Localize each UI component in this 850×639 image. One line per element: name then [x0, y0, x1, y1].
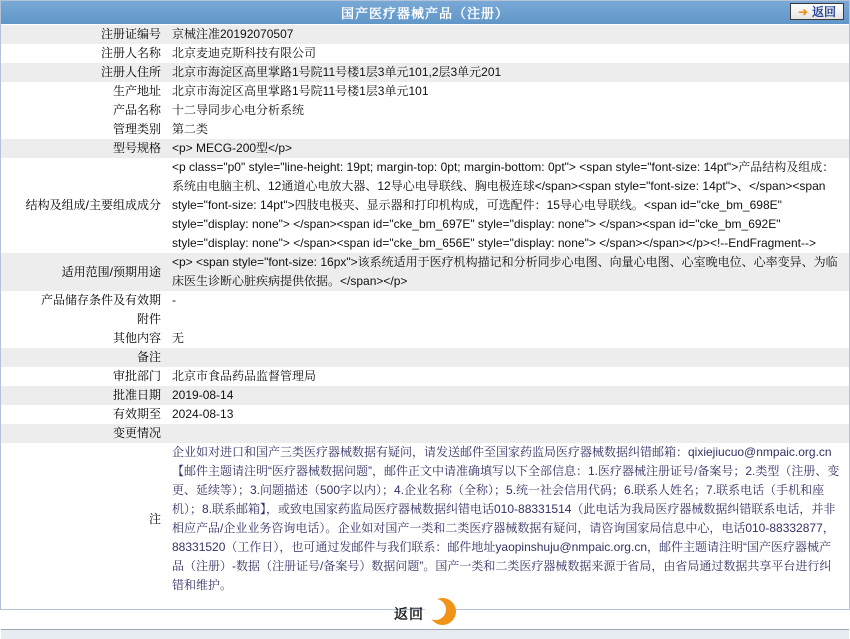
row-label: 变更情况: [112, 426, 161, 440]
bottom-band: [1, 629, 849, 639]
row-label: 产品储存条件及有效期: [40, 293, 161, 307]
table-row-remarks: [1, 348, 849, 367]
row-value: <p> MECG-200型</p>: [172, 141, 293, 155]
table-row-production-address: [1, 82, 849, 101]
row-value: 企业如对进口和国产三类医疗器械数据有疑问，请发送邮件至国家药监局医疗器械数据纠错邮箱：qixiejiucuo@nmpaic.org.cn【邮件主题请注明“医疗器械数据问题”，邮件正文中请准确填写以下全部信息：1.医疗器械注册证号/备案号；2.类型（注册、变更、延续等）；3.问题描述（500字以内）；4.企业名称（全称）；5.统一社会信用代码；6.联系人姓名；7.联系电话（手机和座机）；8.联系邮箱】，或致电国家药监局医疗器械数据纠错电话010-88331514（此电话为我局医疗器械数据纠错联系电话，并非相应产品/企业业务咨询电话）。企业如对国产一类和二类医疗器械数据有疑问，请咨询国家局信息中心，电话010-88332877，88331520（工作日），也可通过发邮件与我们联系：邮件地址yaopinshuju@nmpaic.org.cn，邮件主题请注明“国产医疗器械产品（注册）-数据（注册证号/备案号）数据问题”。国产一类和二类医疗器械数据来源于省局，由省局通过数据共享平台进行纠错和维护。: [172, 445, 840, 592]
table-row-change-status: [1, 424, 849, 443]
bottom-return-button[interactable]: [394, 598, 456, 625]
table-row-intended-use: [1, 253, 849, 291]
title-bar: [1, 1, 849, 24]
row-value: 十二导同步心电分析系统: [172, 103, 305, 117]
row-value: 无: [172, 331, 185, 345]
table-row-reg-number: [1, 25, 849, 44]
row-label: 注册人住所: [100, 65, 161, 79]
row-value: [161, 424, 849, 443]
table-row-registrant-address: [1, 63, 849, 82]
row-value: 2024-08-13: [172, 407, 234, 421]
table-row-management-class: [1, 120, 849, 139]
table-row-storage-conditions: [1, 291, 849, 310]
back-arrow-icon: ➔: [797, 4, 808, 19]
row-value: 北京麦迪克斯科技有限公司: [172, 46, 317, 60]
table-row-product-name: [1, 101, 849, 120]
footer: [1, 595, 849, 639]
row-value: 京械注准20192070507: [172, 27, 294, 41]
row-label: 备注: [136, 350, 161, 364]
row-value: <p class="p0" style="line-height: 19pt; margin-top: 0pt; margin-bottom: 0pt"> <span style="font-size: 14pt">产品结构及组成：系统由电脑主机、12通道心电放大器、12导心电导联线、胸电极连球</span><span style="font-size: 14pt">、</span><span style="font-size: 14pt">四肢电极夹、显示器和打印机构成，可选配件：15导心电导联线。<span id="cke_bm_698E" style="display: none"> </span><span id="cke_bm_697E" style="display: none"> </span><span id="cke_bm_692E" style="display: none"> </span><span id="cke_bm_656E" style="display: none"> </span></span></p><!--EndFragment-->: [172, 160, 835, 250]
row-value: 北京市食品药品监督管理局: [172, 369, 317, 383]
row-label: 适用范围/预期用途: [61, 264, 161, 279]
row-value: -: [172, 293, 176, 307]
table-row-model-spec: [1, 139, 849, 158]
table-row-approval-department: [1, 367, 849, 386]
return-ball-icon: [429, 598, 456, 625]
row-value: 第二类: [172, 122, 209, 136]
row-label: 审批部门: [112, 369, 161, 383]
row-value: 北京市海淀区高里掌路1号院11号楼1层3单元101,2层3单元201: [172, 65, 502, 79]
row-label: 结构及组成/主要组成成分: [25, 198, 161, 212]
table-row-note: [1, 443, 849, 595]
row-value: [161, 310, 849, 329]
detail-table: [1, 24, 849, 595]
row-value: [161, 348, 849, 367]
row-label: 有效期至: [112, 407, 161, 421]
row-label: 注: [148, 511, 161, 526]
row-value: <p> <span style="font-size: 16px">该系统适用于医疗机构描记和分析同步心电图、向量心电图、心室晚电位、心率变异、为临床医生诊断心脏疾病提供依据。</span></p>: [172, 255, 838, 288]
table-row-valid-until: [1, 405, 849, 424]
row-label: 其他内容: [112, 331, 161, 345]
row-value: 2019-08-14: [172, 388, 234, 402]
bottom-return-label: 返回: [394, 606, 424, 622]
row-label: 批准日期: [112, 388, 161, 402]
page-title: 国产医疗器械产品（注册）: [340, 6, 509, 21]
back-button-label: 返回: [811, 4, 836, 19]
row-label: 管理类别: [112, 122, 161, 136]
table-row-structure-composition: [1, 158, 849, 253]
row-label: 注册人名称: [100, 46, 161, 60]
row-label: 产品名称: [112, 103, 161, 117]
table-row-attachment: [1, 310, 849, 329]
table-row-registrant-name: [1, 44, 849, 63]
back-button[interactable]: [790, 3, 844, 20]
row-label: 附件: [136, 312, 161, 326]
row-value: 北京市海淀区高里掌路1号院11号楼1层3单元101: [172, 84, 429, 98]
row-label: 注册证编号: [100, 27, 161, 41]
row-label: 生产地址: [112, 84, 161, 98]
table-row-approval-date: [1, 386, 849, 405]
row-label: 型号规格: [112, 141, 161, 155]
table-row-other-content: [1, 329, 849, 348]
